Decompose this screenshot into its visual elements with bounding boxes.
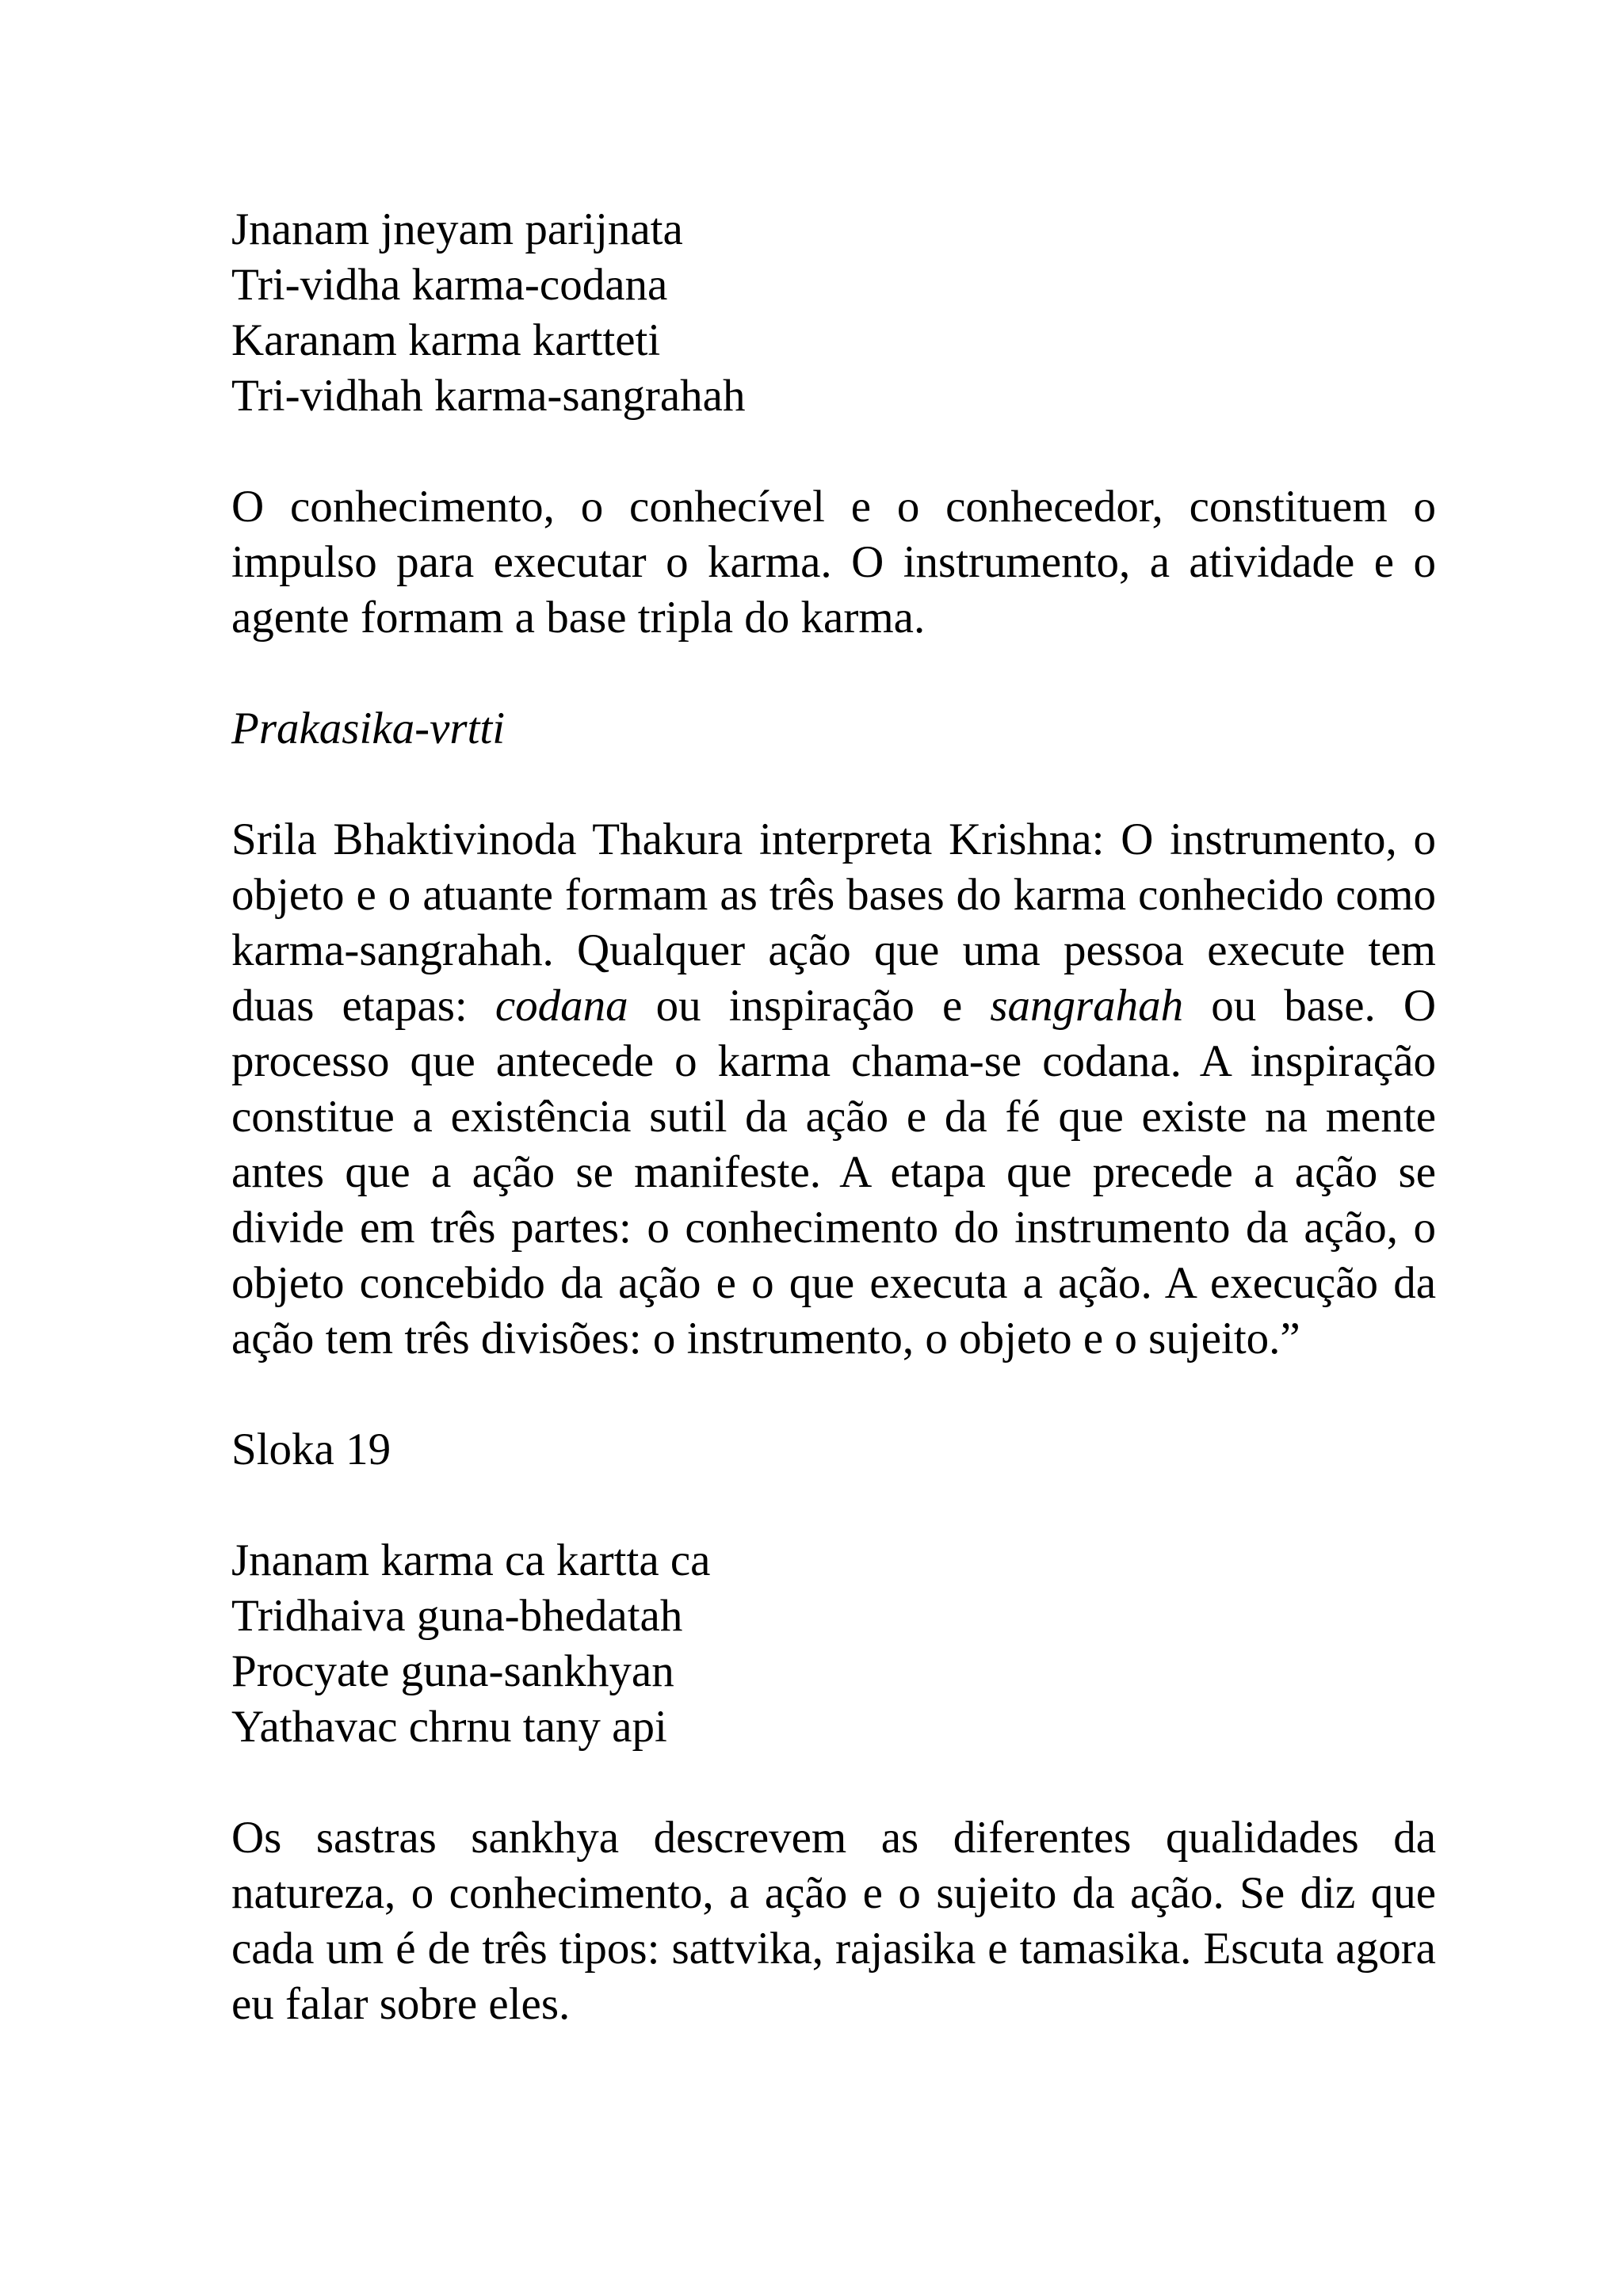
verse-line: Yathavac chrnu tany api <box>231 1702 667 1752</box>
commentary-heading: Prakasika-vrtti <box>231 704 506 753</box>
verse-line: Procyate guna-sankhyan <box>231 1646 674 1696</box>
verse-1 <box>231 202 1436 424</box>
sloka-heading: Sloka 19 <box>231 1425 391 1474</box>
verse-line: Tri-vidhah karma-sangrahah <box>231 371 746 421</box>
spacer <box>231 1367 1436 1422</box>
verse-line: Tri-vidha karma-codana <box>231 260 668 310</box>
verse-line: Tridhaiva guna-bhedatah <box>231 1591 683 1641</box>
translation-paragraph-2: Os sastras sankhya descrevem as diferentes qualidades da natureza, o conhecimento, a ação e o sujeito da ação. Se diz que cada um é de três tipos: sattvika, rajasika e tamasika. Escuta agora eu falar sobre eles. <box>231 1813 1436 2029</box>
commentary-text: ou base. O processo que antecede o karma chama-se codana. A inspiração constitue a existência sutil da ação e da fé que existe na mente antes que a ação se manifeste. A etapa que precede a ação se divide em três partes: o conhecimento do instrumento da ação, o objeto concebido da ação e o que executa a ação. A execução da ação tem três divisões: o instrumento, o objeto e o sujeito.” <box>231 981 1436 1363</box>
spacer <box>231 424 1436 479</box>
document-page <box>231 202 1436 2032</box>
commentary-emphasis: sangrahah <box>990 981 1184 1031</box>
commentary-text: Srila Bhaktivinoda Thakura interpreta Krishna: O instrumento, o objeto e o atuante formam as três bases do karma conhecido como karma-sangrahah. Qualquer ação que uma pessoa execute tem duas etapas: <box>231 814 1436 1031</box>
spacer <box>231 1755 1436 1810</box>
commentary-paragraph <box>231 812 1436 1367</box>
commentary-emphasis: codana <box>495 981 628 1031</box>
verse-line: Karanam karma kartteti <box>231 315 661 365</box>
verse-line: Jnanam karma ca kartta ca <box>231 1535 711 1585</box>
translation-paragraph-1: O conhecimento, o conhecível e o conhecedor, constituem o impulso para executar o karma. O instrumento, a atividade e o agente formam a base tripla do karma. <box>231 482 1436 643</box>
spacer <box>231 757 1436 812</box>
spacer <box>231 1478 1436 1533</box>
commentary-text: ou inspiração e <box>628 981 991 1031</box>
verse-line: Jnanam jneyam parijnata <box>231 204 683 254</box>
spacer <box>231 646 1436 701</box>
verse-2 <box>231 1533 1436 1755</box>
